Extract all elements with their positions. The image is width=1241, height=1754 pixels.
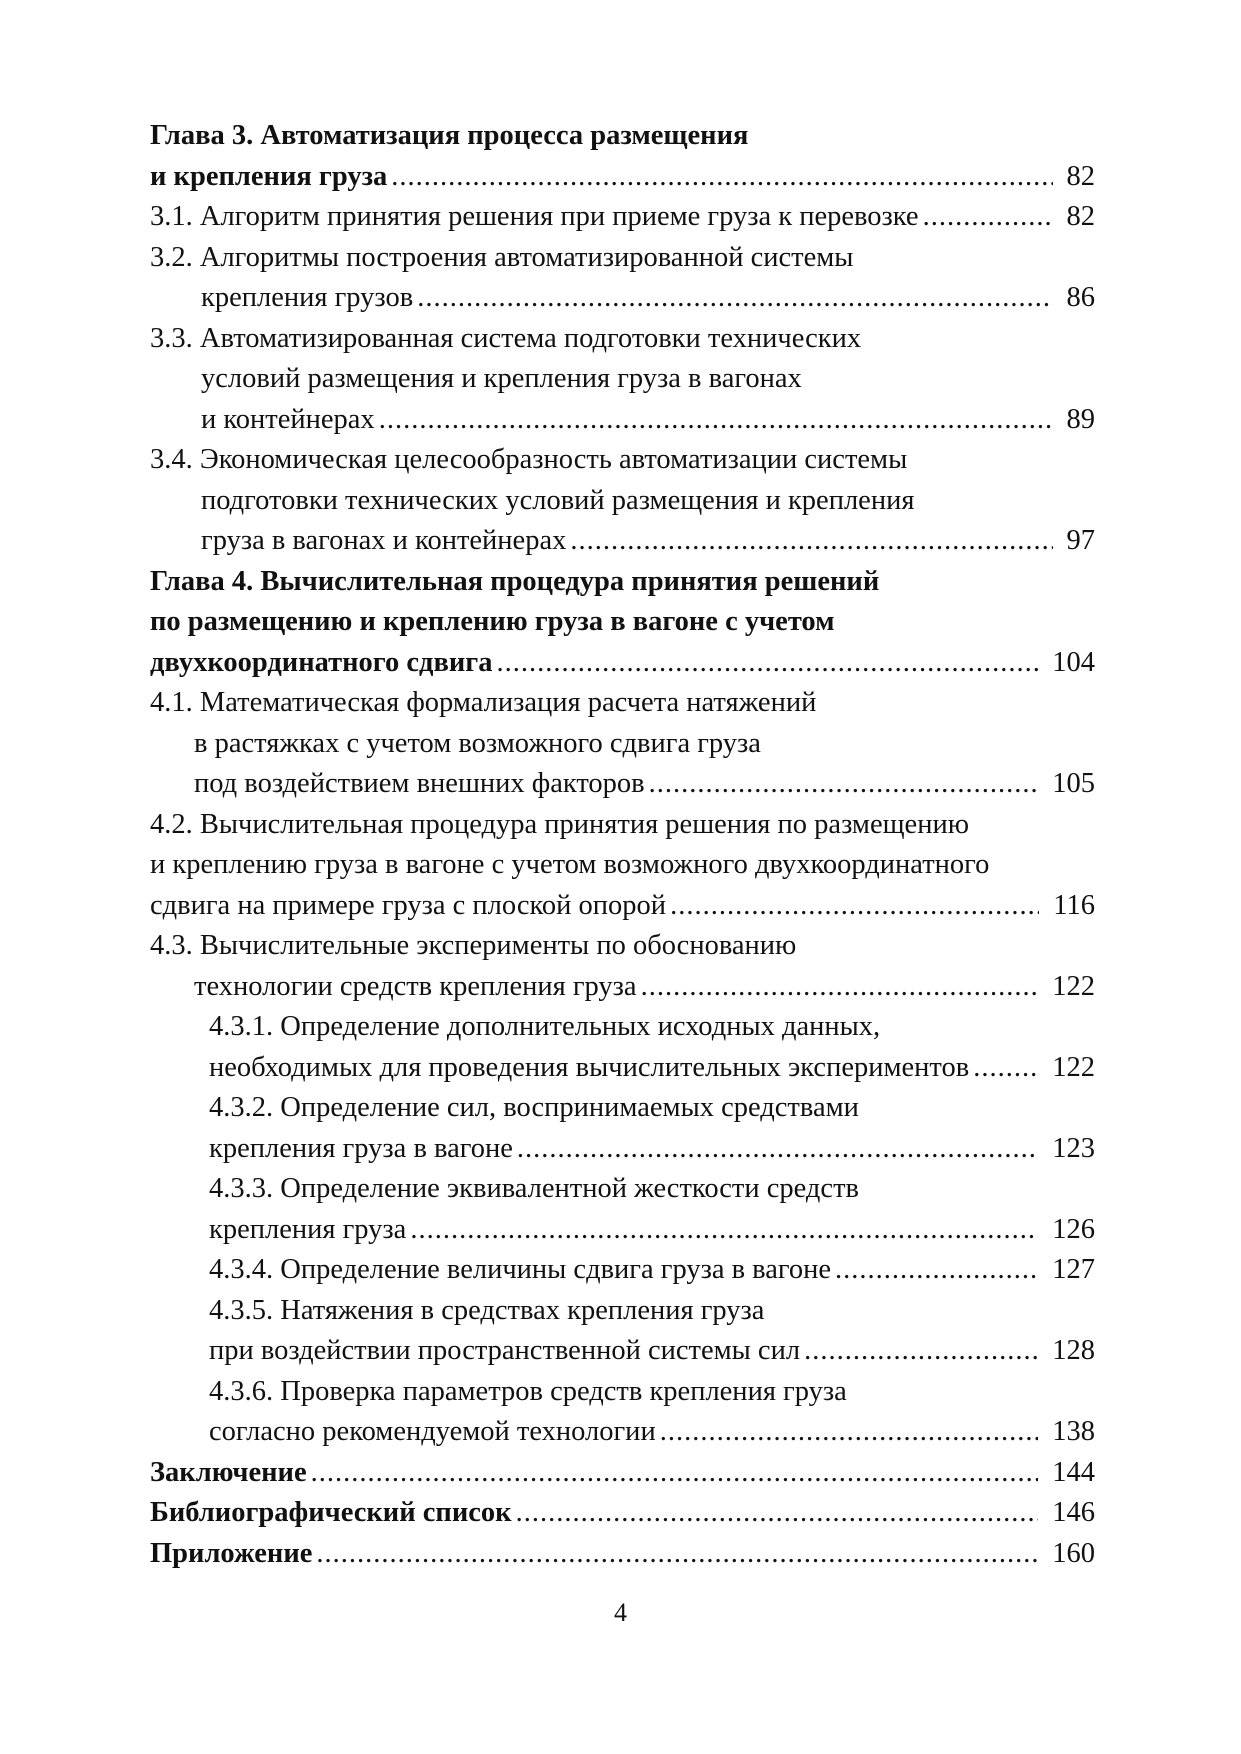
toc-page-number: 82 <box>1066 160 1095 192</box>
dot-leader <box>391 157 1052 198</box>
toc-entry-line <box>150 967 1095 1008</box>
toc-entry-line <box>150 521 1095 562</box>
dot-leader <box>517 1129 1038 1170</box>
toc-page-number: 144 <box>1052 1456 1095 1488</box>
toc-entry-text: 4.3.2. Определение сил, воспринимаемых средствами <box>209 1092 859 1123</box>
toc-entry-line <box>150 1250 1095 1291</box>
toc-entry-text: 4.3.6. Проверка параметров средств крепления груза <box>209 1375 847 1407</box>
toc-entry-text: Глава 4. Вычислительная процедура принятия решений <box>150 565 880 597</box>
toc-entry-text: Глава 3. Автоматизация процесса размещения <box>150 120 749 151</box>
toc-entry-text: условий размещения и крепления груза в вагонах <box>201 363 802 394</box>
toc-entry-text: 4.2. Вычислительная процедура принятия решения по размещению <box>150 808 969 840</box>
dot-leader <box>835 1250 1038 1291</box>
toc-entry-text: груза в вагонах и контейнерах <box>201 525 567 556</box>
toc-page-number: 127 <box>1052 1254 1095 1285</box>
toc-entry-line <box>150 1210 1095 1251</box>
dot-leader <box>973 1048 1038 1089</box>
toc-page-number: 86 <box>1066 282 1095 313</box>
dot-leader <box>570 521 1052 562</box>
toc-entry-line <box>150 926 1095 967</box>
toc-entry-text: 4.3.3. Определение эквивалентной жесткости средств <box>209 1173 859 1204</box>
toc-entry-text: согласно рекомендуемой технологии <box>209 1416 656 1447</box>
toc-entry-line <box>150 1088 1095 1129</box>
toc-entry-text: Приложение <box>150 1537 313 1569</box>
dot-leader <box>923 197 1053 238</box>
toc-page-number: 105 <box>1052 768 1095 799</box>
toc-entry-text: 4.3.1. Определение дополнительных исходных данных, <box>209 1011 881 1042</box>
toc-entry-text: 4.3.4. Определение величины сдвига груза в вагоне <box>209 1254 832 1285</box>
toc-entry-text: 4.1. Математическая формализация расчета натяжений <box>150 687 817 718</box>
toc-entry-line <box>150 602 1095 643</box>
toc-page-number: 122 <box>1052 1051 1095 1083</box>
toc-entry-text: крепления груза в вагоне <box>209 1132 513 1164</box>
toc-entry-line <box>150 1048 1095 1089</box>
dot-leader <box>410 1210 1038 1251</box>
toc-entry-line <box>150 562 1095 603</box>
toc-page-number: 126 <box>1052 1213 1095 1245</box>
toc-entry-text: необходимых для проведения вычислительных экспериментов <box>209 1051 970 1083</box>
toc-entry-line <box>150 157 1095 198</box>
toc-entry-text: и креплению груза в вагоне с учетом возможного двухкоординатного <box>150 849 990 880</box>
dot-leader <box>516 1493 1039 1534</box>
toc-entry-line <box>150 481 1095 522</box>
toc-page-number: 160 <box>1052 1537 1095 1569</box>
toc-entry-line <box>150 886 1095 927</box>
toc-page-number: 128 <box>1052 1335 1095 1366</box>
toc-entry-line <box>150 359 1095 400</box>
toc-entry-text: и крепления груза <box>150 160 388 192</box>
toc-entry-line <box>150 764 1095 805</box>
toc-entry-text: крепления грузов <box>201 282 414 313</box>
toc-page-number: 89 <box>1066 403 1095 435</box>
toc-entry-text: и контейнерах <box>201 403 375 435</box>
page-number: 4 <box>614 1598 627 1627</box>
dot-leader <box>316 1534 1038 1575</box>
toc-entry-text: в растяжках с учетом возможного сдвига груза <box>194 727 761 759</box>
toc-entry-text: технологии средств крепления груза <box>194 970 637 1002</box>
toc-entry-text: под воздействием внешних факторов <box>194 768 645 799</box>
toc-entry-text: 4.3.5. Натяжения в средствах крепления груза <box>209 1294 765 1326</box>
toc-entry-line <box>150 1007 1095 1048</box>
toc-entry-text: подготовки технических условий размещения и крепления <box>201 484 915 516</box>
dot-leader <box>804 1331 1038 1372</box>
toc-entry-text: 3.3. Автоматизированная система подготовки технических <box>150 322 862 354</box>
toc-entry-line <box>150 643 1095 684</box>
toc-page-number: 104 <box>1052 646 1095 678</box>
toc-entry-line <box>150 1372 1095 1413</box>
toc-entry-text: двухкоординатного сдвига <box>150 646 493 678</box>
toc-entry-line <box>150 400 1095 441</box>
toc-entry-line <box>150 1291 1095 1332</box>
toc-entry-line <box>150 1129 1095 1170</box>
toc-entry-line <box>150 1453 1095 1494</box>
toc-entry-line <box>150 319 1095 360</box>
dot-leader <box>417 278 1052 319</box>
toc-entry-text: 4.3. Вычислительные эксперименты по обоснованию <box>150 930 797 961</box>
toc-page-number: 138 <box>1052 1416 1095 1447</box>
dot-leader <box>660 1412 1039 1453</box>
toc-entry-line <box>150 845 1095 886</box>
toc-entry-text: Заключение <box>150 1456 307 1488</box>
toc-entry-text: 3.1. Алгоритм принятия решения при приеме груза к перевозке <box>150 201 919 232</box>
toc-page-number: 116 <box>1053 889 1095 921</box>
dot-leader <box>311 1453 1039 1494</box>
dot-leader <box>496 643 1038 684</box>
toc-entry-line <box>150 440 1095 481</box>
toc-entry-text: 3.2. Алгоритмы построения автоматизированной системы <box>150 241 854 273</box>
table-of-contents <box>150 116 1095 1574</box>
toc-entry-line <box>150 238 1095 279</box>
dot-leader <box>641 967 1039 1008</box>
dot-leader <box>670 886 1039 927</box>
toc-entry-text: сдвига на примере груза с плоской опорой <box>150 889 667 921</box>
toc-entry-line <box>150 805 1095 846</box>
toc-entry-line <box>150 1169 1095 1210</box>
toc-entry-line <box>150 278 1095 319</box>
toc-entry-line <box>150 1412 1095 1453</box>
toc-page-number: 123 <box>1052 1132 1095 1164</box>
toc-page-number: 82 <box>1066 201 1095 232</box>
toc-entry-line <box>150 1534 1095 1575</box>
toc-entry-line <box>150 683 1095 724</box>
dot-leader <box>379 400 1053 441</box>
toc-entry-text: крепления груза <box>209 1213 407 1245</box>
toc-entry-line <box>150 724 1095 765</box>
toc-entry-line <box>150 116 1095 157</box>
toc-entry-text: Библиографический список <box>150 1497 512 1528</box>
toc-entry-text: 3.4. Экономическая целесообразность автоматизации системы <box>150 444 908 475</box>
dot-leader <box>649 764 1039 805</box>
toc-page-number: 97 <box>1066 525 1095 556</box>
toc-page-number: 122 <box>1052 970 1095 1002</box>
toc-entry-line <box>150 1493 1095 1534</box>
toc-page-number: 146 <box>1052 1497 1095 1528</box>
toc-entry-line <box>150 197 1095 238</box>
toc-entry-text: по размещению и креплению груза в вагоне с учетом <box>150 606 835 637</box>
toc-entry-text: при воздействии пространственной системы сил <box>209 1335 801 1366</box>
toc-entry-line <box>150 1331 1095 1372</box>
